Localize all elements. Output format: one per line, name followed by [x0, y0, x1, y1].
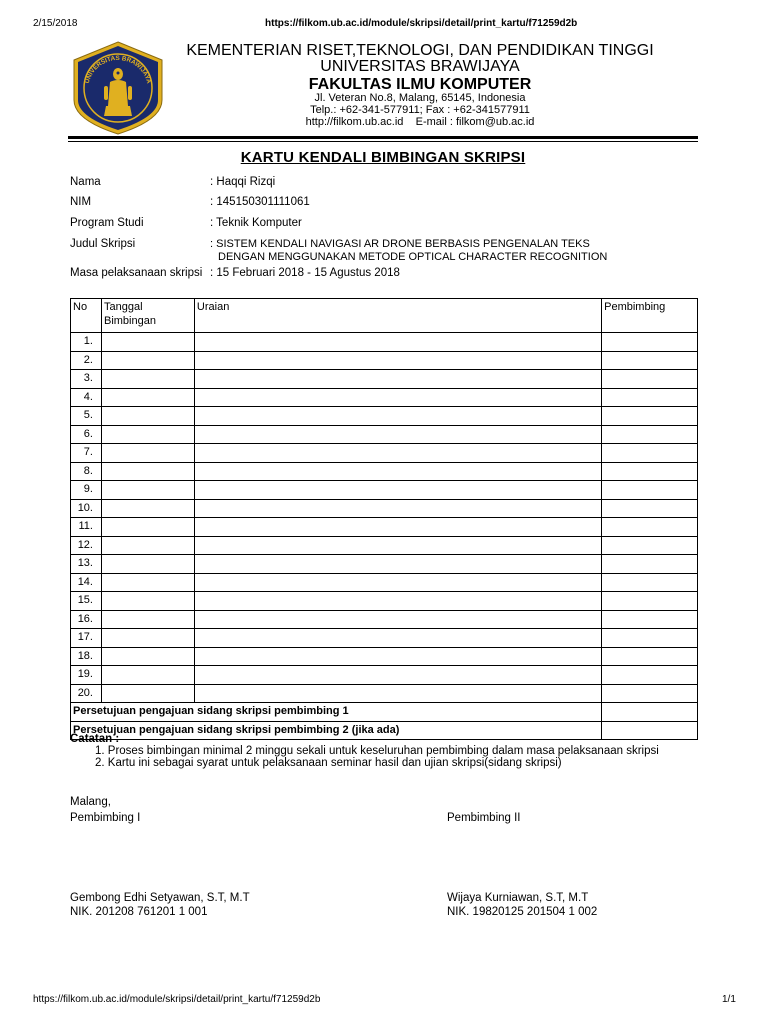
row-date-cell	[101, 425, 194, 444]
signature-place: Malang,	[70, 796, 111, 808]
info-value: : 15 Februari 2018 - 15 Agustus 2018	[210, 267, 400, 279]
table-row	[71, 610, 698, 629]
row-description-cell	[194, 647, 601, 666]
row-advisor-cell	[602, 499, 698, 518]
approval-advisor-cell	[602, 721, 698, 740]
col-header-no: No	[71, 299, 102, 333]
advisor2-role: Pembimbing II	[447, 812, 521, 824]
svg-text:UNIVERSITAS BRAWIJAYA: UNIVERSITAS BRAWIJAYA	[83, 54, 153, 85]
row-date-cell	[101, 351, 194, 370]
table-row	[71, 629, 698, 648]
info-value: : Teknik Komputer	[210, 217, 302, 229]
table-row	[71, 370, 698, 389]
row-advisor-cell	[602, 481, 698, 500]
row-date-cell	[101, 629, 194, 648]
info-label: NIM	[70, 196, 92, 208]
table-row	[71, 536, 698, 555]
table-row	[71, 666, 698, 685]
print-url-header: https://filkom.ub.ac.id/module/skripsi/detail/print_kartu/f71259d2b	[265, 18, 578, 29]
row-number: 14.	[71, 573, 102, 592]
row-number: 10.	[71, 499, 102, 518]
row-description-cell	[194, 629, 601, 648]
page-number: 1/1	[722, 994, 736, 1005]
row-advisor-cell	[602, 536, 698, 555]
table-row	[71, 462, 698, 481]
info-label: Masa pelaksanaan skripsi	[70, 267, 203, 279]
row-description-cell	[194, 407, 601, 426]
table-row	[71, 444, 698, 463]
row-advisor-cell	[602, 610, 698, 629]
document-title: KARTU KENDALI BIMBINGAN SKRIPSI	[240, 149, 526, 166]
row-date-cell	[101, 444, 194, 463]
row-advisor-cell	[602, 592, 698, 611]
row-number: 4.	[71, 388, 102, 407]
row-number: 16.	[71, 610, 102, 629]
row-description-cell	[194, 462, 601, 481]
row-number: 19.	[71, 666, 102, 685]
row-number: 9.	[71, 481, 102, 500]
row-description-cell	[194, 481, 601, 500]
row-date-cell	[101, 333, 194, 352]
row-number: 8.	[71, 462, 102, 481]
row-description-cell	[194, 499, 601, 518]
row-number: 3.	[71, 370, 102, 389]
row-number: 5.	[71, 407, 102, 426]
row-date-cell	[101, 666, 194, 685]
table-row	[71, 333, 698, 352]
col-header-advisor: Pembimbing	[602, 299, 698, 333]
col-header-date-line1: Tanggal	[103, 301, 143, 313]
row-number: 6.	[71, 425, 102, 444]
row-date-cell	[101, 647, 194, 666]
row-description-cell	[194, 333, 601, 352]
university-name: UNIVERSITAS BRAWIJAYA	[320, 58, 520, 75]
row-advisor-cell	[602, 684, 698, 703]
row-description-cell	[194, 351, 601, 370]
table-row	[71, 573, 698, 592]
row-advisor-cell	[602, 444, 698, 463]
row-date-cell	[101, 555, 194, 574]
advisor1-role: Pembimbing I	[70, 812, 141, 824]
row-date-cell	[101, 610, 194, 629]
row-date-cell	[101, 388, 194, 407]
info-label: Nama	[70, 176, 101, 188]
table-row	[71, 555, 698, 574]
row-date-cell	[101, 518, 194, 537]
row-number: 13.	[71, 555, 102, 574]
advisor1-nik: NIK. 201208 761201 1 001	[70, 906, 208, 918]
row-date-cell	[101, 462, 194, 481]
table-row	[71, 481, 698, 500]
row-number: 2.	[71, 351, 102, 370]
advisor1-name: Gembong Edhi Setyawan, S.T, M.T	[70, 892, 250, 904]
table-row	[71, 499, 698, 518]
row-description-cell	[194, 684, 601, 703]
row-number: 12.	[71, 536, 102, 555]
info-value: : SISTEM KENDALI NAVIGASI AR DRONE BERBASIS PENGENALAN TEKS	[210, 238, 590, 250]
row-description-cell	[194, 555, 601, 574]
row-number: 1.	[71, 333, 102, 352]
note-item-1: 1. Proses bimbingan minimal 2 minggu sekali untuk keseluruhan pembimbing dalam masa pelaksanaan skripsi	[95, 745, 659, 757]
faculty-address: Jl. Veteran No.8, Malang, 65145, Indonesia	[314, 92, 526, 104]
row-date-cell	[101, 536, 194, 555]
row-advisor-cell	[602, 370, 698, 389]
row-description-cell	[194, 370, 601, 389]
row-description-cell	[194, 388, 601, 407]
table-header-row	[71, 299, 698, 333]
approval-label: Persetujuan pengajuan sidang skripsi pembimbing 2 (jika ada)	[71, 721, 602, 740]
row-description-cell	[194, 610, 601, 629]
row-number: 11.	[71, 518, 102, 537]
approval-label: Persetujuan pengajuan sidang skripsi pembimbing 1	[71, 703, 602, 722]
row-date-cell	[101, 684, 194, 703]
row-date-cell	[101, 370, 194, 389]
info-label: Program Studi	[70, 217, 144, 229]
row-advisor-cell	[602, 666, 698, 685]
row-number: 20.	[71, 684, 102, 703]
row-advisor-cell	[602, 333, 698, 352]
header-divider	[68, 136, 698, 139]
info-value-cont: DENGAN MENGGUNAKAN METODE OPTICAL CHARACTER RECOGNITION	[218, 251, 608, 263]
row-advisor-cell	[602, 425, 698, 444]
table-row	[71, 407, 698, 426]
approval-advisor-cell	[602, 703, 698, 722]
notes-title: Catatan :	[70, 733, 120, 745]
faculty-phone: Telp.: +62-341-577911; Fax : +62-341577911	[310, 104, 530, 116]
university-logo	[70, 40, 166, 136]
approval-row-2	[71, 721, 698, 740]
advisor2-nik: NIK. 19820125 201504 1 002	[447, 906, 598, 918]
info-label: Judul Skripsi	[70, 238, 136, 250]
table-row	[71, 684, 698, 703]
row-description-cell	[194, 444, 601, 463]
row-description-cell	[194, 592, 601, 611]
row-advisor-cell	[602, 555, 698, 574]
table-row	[71, 388, 698, 407]
note-item-2: 2. Kartu ini sebagai syarat untuk pelaksanaan seminar hasil dan ujian skripsi(sidang skripsi)	[95, 757, 562, 769]
row-advisor-cell	[602, 629, 698, 648]
guidance-log-table	[70, 298, 698, 740]
row-description-cell	[194, 536, 601, 555]
approval-row-1	[71, 703, 698, 722]
table-row	[71, 647, 698, 666]
row-description-cell	[194, 425, 601, 444]
ministry-name: KEMENTERIAN RISET,TEKNOLOGI, DAN PENDIDIKAN TINGGI	[186, 42, 654, 59]
info-value: : 145150301111061	[210, 196, 310, 208]
table-row	[71, 351, 698, 370]
row-description-cell	[194, 518, 601, 537]
advisor2-name: Wijaya Kurniawan, S.T, M.T	[447, 892, 589, 904]
info-value: : Haqqi Rizqi	[210, 176, 276, 188]
table-row	[71, 518, 698, 537]
col-header-description: Uraian	[194, 299, 601, 333]
print-date: 2/15/2018	[33, 18, 78, 29]
row-date-cell	[101, 592, 194, 611]
header-divider-thin	[68, 141, 698, 142]
row-number: 17.	[71, 629, 102, 648]
row-advisor-cell	[602, 351, 698, 370]
print-url-footer: https://filkom.ub.ac.id/module/skripsi/detail/print_kartu/f71259d2b	[33, 994, 321, 1005]
row-advisor-cell	[602, 518, 698, 537]
faculty-name: FAKULTAS ILMU KOMPUTER	[308, 76, 532, 93]
faculty-web-email: http://filkom.ub.ac.id E-mail : filkom@ub.ac.id	[305, 116, 535, 128]
row-advisor-cell	[602, 462, 698, 481]
row-description-cell	[194, 666, 601, 685]
row-date-cell	[101, 573, 194, 592]
row-date-cell	[101, 481, 194, 500]
row-number: 18.	[71, 647, 102, 666]
row-date-cell	[101, 407, 194, 426]
row-description-cell	[194, 573, 601, 592]
row-advisor-cell	[602, 573, 698, 592]
row-advisor-cell	[602, 407, 698, 426]
row-number: 15.	[71, 592, 102, 611]
table-row	[71, 425, 698, 444]
row-advisor-cell	[602, 647, 698, 666]
row-advisor-cell	[602, 388, 698, 407]
row-date-cell	[101, 499, 194, 518]
row-number: 7.	[71, 444, 102, 463]
table-row	[71, 592, 698, 611]
col-header-date-line2: Bimbingan	[103, 315, 156, 327]
col-header-date	[101, 299, 194, 333]
